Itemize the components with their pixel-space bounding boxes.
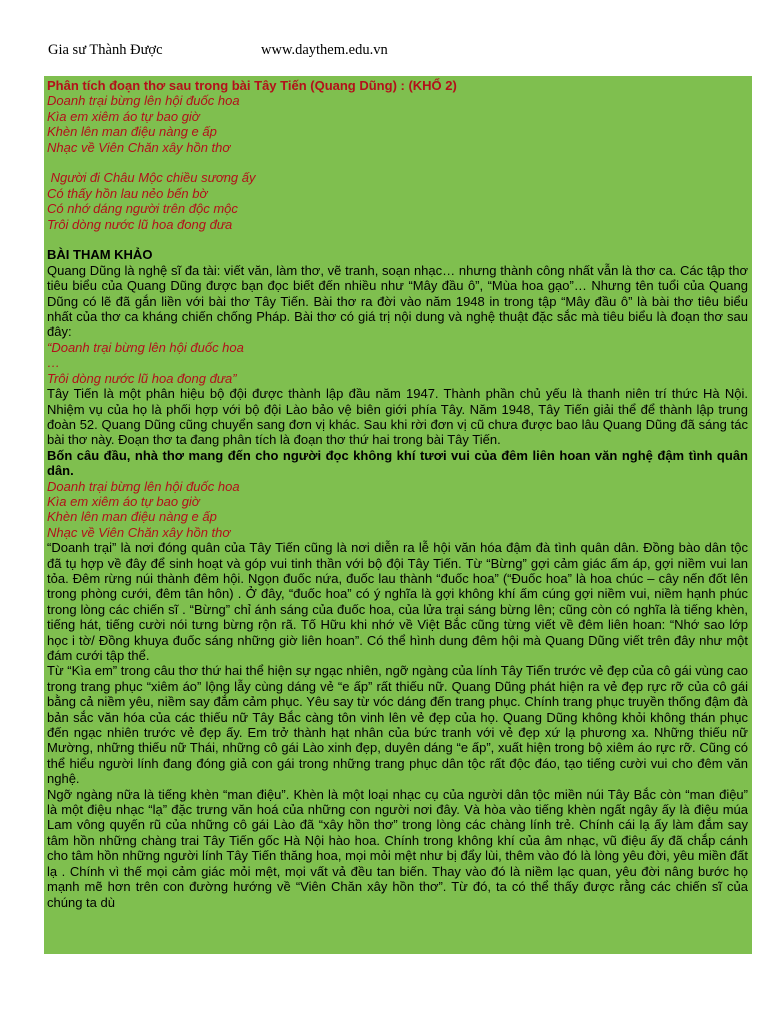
poem-line: Có thấy hồn lau nẻo bến bờ [47, 185, 208, 201]
page-header [48, 42, 728, 62]
poem-line: Có nhớ dáng người trên độc mộc [47, 201, 238, 217]
kia-em-paragraph: Từ “Kìa em” trong câu thơ thứ hai thể hiện sự ngạc nhiên, ngỡ ngàng của lính Tây Tiến trước vẻ đẹp của cô gái vùng cao trong trang phục “xiêm áo” lộng lẫy cùng dáng vẻ “e ấp” rất thiếu nữ. Quang Dũng phát hiện ra vẻ đẹp rực rỡ của cô gái bằng cả niềm yêu, niềm say đắm cảm phục. Yêu say từ vóc dáng đến trang phục. Chính trang phục truyền thống đậm đà bản sắc văn hóa của các thiếu nữ Tây Bắc càng tôn vinh lên vẻ đẹp của họ. Quang Dũng không khỏi không thán phục đến ngạc nhiên trước vẻ đẹp ấy. Em trở thành hạt nhân của bức tranh với vẻ đẹp xứ lạ phương xa. Những thiếu nữ Mường, những thiếu nữ Thái, những cô gái Lào xinh đẹp, duyên dáng “e ấp”, xuất hiện trong bộ xiêm áo rực rỡ. Cũng có thể hiểu người lính đang đóng giả con gái trong những trang phục dân tộc rất độc đáo, tạo tiếng cười vui cho đêm văn nghệ. [47, 663, 748, 787]
poem-line: Nhạc về Viên Chăn xây hồn thơ [47, 524, 231, 540]
poem-line: Khèn lên man điệu nàng e ấp [47, 124, 217, 140]
taytien-paragraph: Tây Tiến là một phân hiệu bộ đội được thành lập đầu năm 1947. Thành phần chủ yếu là thanh niên trí thức Hà Nội. Nhiệm vụ của họ là phối hợp với bộ đội Lào bảo vệ biên giới phía Tây. Năm 1948, Tây Tiến giải thể để thành lập trung đoàn 52. Quang Dũng cũng chuyển sang đơn vị khác. Sau khi rời đơn vị cũ chưa được bao lâu Quang Dũng đã sáng tác bài thơ này. Đoạn thơ ta đang phân tích là đoạn thơ thứ hai trong bài Tây Tiến. [47, 386, 748, 448]
header-author: Gia sư Thành Được [48, 42, 163, 58]
quote-ellipsis: … [47, 355, 60, 371]
document-body [44, 76, 752, 954]
poem-line: Nhạc về Viên Chăn xây hồn thơ [47, 139, 231, 155]
spacer [47, 155, 748, 170]
doanh-trai-paragraph: “Doanh trại” là nơi đóng quân của Tây Tiến cũng là nơi diễn ra lễ hội văn hóa đậm đà tình quân dân. Đồng bào dân tộc đã tụ hợp về đây để sinh hoạt và góp vui tinh thần với bộ đội Tây Tiến. Từ “Bừng” gợi cảm giác ấm áp, gợi niềm vui lan tỏa. Đêm rừng núi thành đêm hội. Ngọn đuốc nứa, đuốc lau thành “đuốc hoa” (“Đuốc hoa” là hoa chúc – cây nến đốt lên trong phòng cưới, đêm tân hôn) . Ở đây, “đuốc hoa” có ý nghĩa là gợi không khí ấm cúng gợi niềm vui, niềm hạnh phúc trong lòng các chiến sĩ . “Bừng” chỉ ánh sáng của đuốc hoa, của lửa trại sáng bừng lên; cũng còn có nghĩa là tiếng khèn, tiếng hát, tiếng cười nói tưng bừng rộn rã. Tố Hữu khi nhớ về Việt Bắc cũng từng viết về đêm liên hoan: “Nhớ sao lớp học i tờ/ Đồng khuya đuốc sáng những giờ liên hoan”. Có thể hình dung đêm hội mà Quang Dũng viết trên đây như một đám cưới tập thể. [47, 540, 748, 663]
poem-excerpt-1 [47, 93, 748, 155]
quote-end: Trôi dòng nước lũ hoa đong đưa” [47, 370, 237, 386]
document-title: Phân tích đoạn thơ sau trong bài Tây Tiến (Quang Dũng) : (KHỔ 2) [47, 78, 457, 93]
poem-line: Trôi dòng nước lũ hoa đong đưa [47, 216, 233, 232]
header-website: www.daythem.edu.vn [261, 42, 388, 58]
khen-paragraph: Ngỡ ngàng nữa là tiếng khèn “man điệu”. Khèn là một loại nhạc cụ của người dân tộc miền núi Tây Bắc còn “man điệu” là một điệu nhạc “lạ” đặc trưng văn hoá của những con người nơi đây. Và hòa vào tiếng khèn ngất ngây ấy là điệu múa Lam vông quyến rũ của những cô gái Lào đã “xây hồn thơ” trong lòng các chàng lính trẻ. Chính cái lạ ấy làm đắm say tâm hồn những chàng trai Tây Tiến gốc Hà Nội hào hoa. Chính trong không khí của âm nhạc, vũ điệu ấy đã chắp cánh cho tâm hồn những người lính Tây Tiến thăng hoa, mọi mỏi mệt như bị đẩy lùi, thêm vào đó là lòng yêu đời, yêu miền đất lạ . Chính vì thế mọi cảm giác mỏi mệt, mọi vất vả đều tan biến. Thay vào đó là niềm lạc quan, yêu đời nâng bước họ mạnh mẽ hơn trên con đường hướng về “Viên Chăn xây hồn thơ”. Từ đó, ta có thể thấy được rằng các chiến sĩ của chúng ta dù [47, 786, 748, 910]
poem-line: Doanh trại bừng lên hội đuốc hoa [47, 478, 240, 494]
poem-line: Doanh trại bừng lên hội đuốc hoa [47, 93, 240, 109]
poem-line: Khèn lên man điệu nàng e ấp [47, 509, 217, 525]
bold-thesis-paragraph: Bốn câu đầu, nhà thơ mang đến cho người đọc không khí tươi vui của đêm liên hoan văn nghệ đậm tình quân dân. [47, 447, 748, 479]
poem-excerpt-3 [47, 479, 748, 541]
poem-line: Kìa em xiêm áo tự bao giờ [47, 493, 200, 509]
poem-excerpt-2 [47, 170, 748, 232]
spacer [47, 232, 748, 247]
intro-paragraph: Quang Dũng là nghệ sĩ đa tài: viết văn, làm thơ, vẽ tranh, soạn nhạc… nhưng thành công nhất vẫn là thơ ca. Các tập thơ tiêu biểu của Quang Dũng được bạn đọc biết đến nhiều như “Mây đầu ô”, “Mùa hoa gạo”… Nhưng tên tuổi của Quang Dũng có lẽ đã gắn liền với bài thơ Tây Tiến. Bài thơ ra đời vào năm 1948 in trong tập “Mây đầu ô” là bài thơ tiêu biểu nhất của thơ ca kháng chiến chống Pháp. Bài thơ có giá trị nội dung và nghệ thuật đặc sắc mà tiêu biểu là đoạn thơ sau đây: [47, 262, 748, 340]
poem-line: Kìa em xiêm áo tự bao giờ [47, 108, 200, 124]
poem-line: Người đi Châu Mộc chiều sương ấy [47, 170, 256, 186]
quote-start: “Doanh trại bừng lên hội đuốc hoa [47, 339, 244, 355]
reference-heading: BÀI THAM KHẢO [47, 247, 153, 263]
